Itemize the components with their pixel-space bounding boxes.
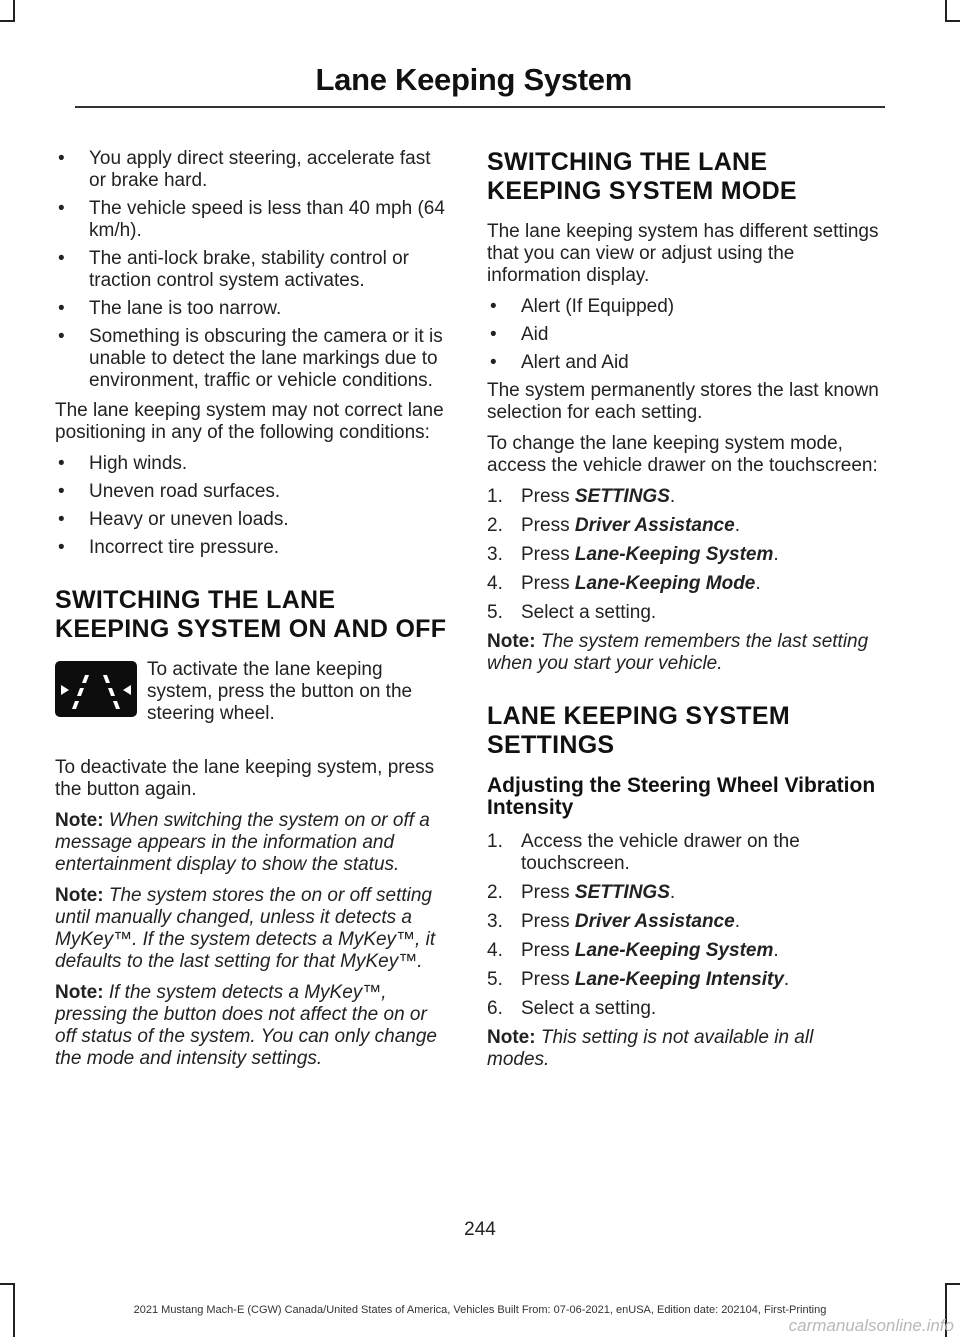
lane-keeping-button-icon [55, 661, 137, 717]
menu-item-name: Lane-Keeping System [574, 940, 774, 961]
note-text: This setting is not available in all modes. [487, 1027, 814, 1070]
list-item: • The vehicle speed is less than 40 mph (64 km/h). [55, 198, 447, 242]
mode-list [487, 296, 879, 374]
list-item: • You apply direct steering, accelerate fast or brake hard. [55, 148, 447, 192]
note [487, 631, 879, 675]
note-label: Note: [487, 1027, 536, 1048]
list-item: • Alert and Aid [487, 352, 879, 374]
step-item [487, 831, 879, 875]
step-text: . [734, 515, 740, 536]
list-item: • Heavy or uneven loads. [55, 509, 447, 531]
step-item [487, 515, 879, 537]
subsection-heading: Adjusting the Steering Wheel Vibration Intensity [487, 774, 876, 819]
note [55, 810, 447, 876]
step-text: Press [521, 515, 575, 536]
step-text: . [783, 969, 790, 990]
menu-item-name: Driver Assistance [574, 515, 735, 536]
step-item [487, 573, 879, 595]
paragraph: The lane keeping system has different settings that you can view or adjust using the information display. [487, 221, 879, 286]
note-label: Note: [487, 631, 536, 652]
note [55, 982, 447, 1070]
section-heading: LANE KEEPING SYSTEM SETTINGS [487, 702, 790, 759]
step-text: . [669, 882, 676, 903]
paragraph: To deactivate the lane keeping system, press the button again. [55, 757, 435, 800]
note-label: Note: [55, 982, 104, 1003]
step-text: Press [521, 911, 575, 932]
step-text: . [669, 486, 676, 507]
activate-row [55, 659, 447, 745]
list-item: • Something is obscuring the camera or it is unable to detect the lane markings due to environment, traffic or vehicle conditions. [55, 326, 447, 392]
list-item: • Aid [487, 324, 879, 346]
menu-item-name: Lane-Keeping Mode [574, 573, 756, 594]
crop-mark [0, 1283, 15, 1285]
step-text: . [773, 940, 779, 961]
list-item: • The anti-lock brake, stability control or traction control system activates. [55, 248, 447, 292]
crop-mark [13, 0, 15, 22]
step-number: 2. [487, 882, 503, 903]
menu-item-name: SETTINGS [574, 882, 670, 903]
list-item: • High winds. [55, 453, 447, 475]
section-heading: SWITCHING THE LANE KEEPING SYSTEM ON AND OFF [55, 586, 447, 643]
step-number: 6. [487, 998, 503, 1019]
note [487, 1027, 879, 1071]
mode-steps [487, 486, 879, 624]
paragraph: The lane keeping system may not correct lane positioning in any of the following conditions: [55, 400, 444, 443]
crop-mark [945, 0, 947, 22]
step-item [487, 940, 879, 962]
note-text: When switching the system on or off a message appears in the information and entertainment display to show the status. [55, 810, 430, 875]
list-item: • Uneven road surfaces. [55, 481, 447, 503]
list-item: • The lane is too narrow. [55, 298, 447, 320]
step-number: 5. [487, 602, 503, 623]
right-column [487, 148, 879, 1080]
step-number: 2. [487, 515, 503, 536]
step-text: Press [521, 544, 575, 565]
step-text: Press [521, 969, 575, 990]
menu-item-name: Driver Assistance [574, 911, 735, 932]
step-number: 1. [487, 486, 503, 507]
step-text: . [755, 573, 761, 594]
step-number: 3. [487, 911, 503, 932]
crop-mark [0, 20, 15, 22]
note-label: Note: [55, 885, 104, 906]
paragraph: The system permanently stores the last known selection for each setting. [487, 380, 879, 423]
crop-mark [945, 20, 960, 22]
step-text: Select a setting. [521, 602, 657, 623]
step-number: 5. [487, 969, 503, 990]
step-number: 4. [487, 940, 503, 961]
conditions-list [55, 453, 447, 559]
note [55, 885, 447, 973]
note-label: Note: [55, 810, 104, 831]
step-number: 4. [487, 573, 503, 594]
list-item: • Alert (If Equipped) [487, 296, 879, 318]
menu-item-name: SETTINGS [574, 486, 670, 507]
section-heading: SWITCHING THE LANE KEEPING SYSTEM MODE [487, 148, 797, 205]
step-number: 1. [487, 831, 503, 852]
page-title: Lane Keeping System [315, 62, 632, 97]
step-text: . [773, 544, 779, 565]
step-text: Access the vehicle drawer on the touchscreen. [521, 831, 800, 874]
step-item [487, 602, 879, 624]
step-item [487, 544, 879, 566]
paragraph: To change the lane keeping system mode, access the vehicle drawer on the touchscreen: [487, 433, 878, 476]
paragraph: To activate the lane keeping system, press the button on the steering wheel. [147, 659, 413, 724]
step-text: Press [521, 573, 575, 594]
crop-mark [945, 1283, 960, 1285]
step-text: Press [521, 486, 575, 507]
menu-item-name: Lane-Keeping System [574, 544, 774, 565]
step-item [487, 998, 879, 1020]
note-text: The system stores the on or off setting until manually changed, unless it detects a MyKey™. If the system detects a MyKey™, it defaults to the last setting for that MyKey™. [55, 885, 436, 972]
left-column [55, 148, 447, 1079]
edition-footer: 2021 Mustang Mach-E (CGW) Canada/United States of America, Vehicles Built From: 07-06-2021, enUSA, Edition date: 202104, First-Printing [133, 1304, 827, 1316]
header-divider [75, 106, 885, 108]
step-text: Press [521, 882, 575, 903]
step-text: Press [521, 940, 575, 961]
note-text: If the system detects a MyKey™, pressing the button does not affect the on or off status of the system. You can only change the mode and intensity settings. [55, 982, 437, 1069]
step-text: Select a setting. [521, 998, 657, 1019]
conditions-list [55, 148, 447, 392]
step-item [487, 969, 879, 991]
menu-item-name: Lane-Keeping Intensity [574, 969, 784, 990]
page-number: 244 [464, 1219, 496, 1240]
intensity-steps [487, 831, 879, 1020]
step-item [487, 486, 879, 508]
step-item [487, 911, 879, 933]
note-text: The system remembers the last setting when you start your vehicle. [487, 631, 869, 674]
step-item [487, 882, 879, 904]
watermark[interactable]: carmanualsonline.info [788, 1316, 954, 1335]
list-item: • Incorrect tire pressure. [55, 537, 447, 559]
step-number: 3. [487, 544, 503, 565]
step-text: . [734, 911, 740, 932]
